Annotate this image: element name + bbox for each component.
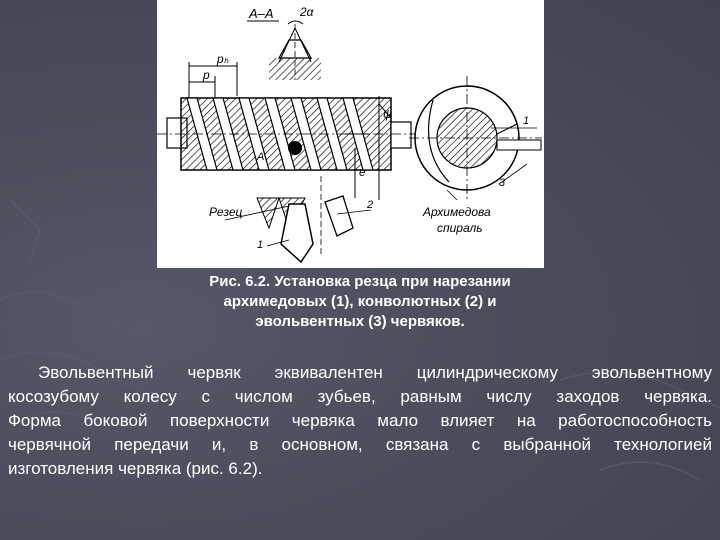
end-1-label: 1 — [523, 115, 530, 127]
cutter-label: Резец — [209, 205, 243, 219]
worm-body — [157, 98, 419, 170]
pitch-h-label: pₕ — [217, 52, 229, 66]
figure-caption — [160, 272, 560, 332]
pitch-dimensions — [189, 62, 237, 102]
cutters — [225, 176, 374, 262]
cutter-2-label: 2 — [367, 199, 374, 211]
pitch-label: p — [203, 68, 210, 82]
section-label: A–A — [249, 6, 274, 21]
e-label: e — [359, 165, 366, 179]
paragraph-line-4: червячной передачи и, в основном, связана с выбранной технологией — [8, 435, 712, 454]
worm-cutter-figure — [157, 0, 544, 268]
paragraph-line-5: изготовления червяка (рис. 6.2). — [8, 459, 263, 478]
body-paragraph — [8, 361, 712, 481]
caption-line-3: эвольвентных (3) червяков. — [255, 313, 465, 330]
cutter-1-label: 1 — [257, 239, 264, 251]
paragraph-line-2: косозубому колесу с числом зубьев, равным числу заходов червяка. — [8, 387, 712, 406]
psi-label: ψ — [383, 107, 392, 121]
spiral-label-1: Архимедова — [423, 205, 491, 219]
caption-line-1: Рис. 6.2. Установка резца при нарезании — [209, 273, 511, 290]
point-a-label: A — [257, 151, 265, 163]
paragraph-line-3: Форма боковой поверхности червяка мало влияет на работоспособность — [8, 411, 712, 430]
end-3-label: 3 — [499, 177, 506, 189]
spiral-label-2: спираль — [437, 221, 483, 235]
section-profile — [269, 5, 321, 80]
worm-cutter-drawing — [157, 0, 544, 268]
caption-line-2: архимедовых (1), конволютных (2) и — [223, 293, 497, 310]
paragraph-line-1: Эвольвентный червяк эквивалентен цилиндрическому эвольвентному — [38, 363, 712, 382]
angle-label: 2α — [300, 5, 314, 19]
end-view — [409, 76, 542, 200]
